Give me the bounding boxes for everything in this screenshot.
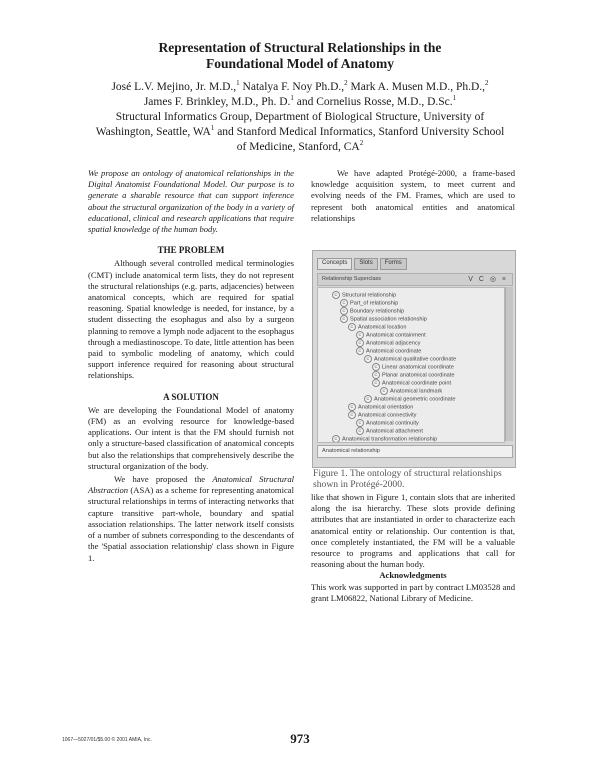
class-icon: C: [348, 323, 356, 331]
class-icon: C: [372, 371, 380, 379]
tree-node[interactable]: C Planar anatomical coordinate: [372, 371, 454, 379]
page-number: 973: [290, 731, 310, 746]
class-icon: C: [356, 427, 364, 435]
right-column-intro: We have adapted Protégé-2000, a frame-based knowledge acquisition system, to meet current and evolving needs of the FM. Frames, which are used to represent both anatomical entities and anatomical relationships: [311, 168, 515, 223]
tab-concepts[interactable]: Concepts: [317, 258, 352, 270]
class-icon: C: [380, 387, 388, 395]
class-icon: C: [356, 331, 364, 339]
class-icon: C: [372, 363, 380, 371]
acknowledgments-heading: Acknowledgments: [379, 570, 447, 581]
acknowledgments-text: This work was supported in part by contract LM03528 and grant LM06822, National Library of Medicine.: [311, 581, 515, 603]
tree-node[interactable]: C Anatomical containment: [356, 331, 426, 339]
tree-node[interactable]: C Anatomical orientation: [348, 403, 413, 411]
tree-node[interactable]: C Anatomical geometric coordinate: [364, 395, 455, 403]
figure-tab-bar: [317, 258, 407, 270]
protege-screenshot-figure: [312, 250, 516, 468]
class-icon: C: [340, 307, 348, 315]
class-icon: C: [356, 419, 364, 427]
solution-paragraph-1: We are developing the Foundational Model of anatomy (FM) as an evolving resource for knowledge-based applications. Our intent is that the FM should furnish not only a structure-based classification of anatomical concepts but also the relationships that comprehensively describe the structural organization of the body.: [88, 404, 294, 471]
tree-node[interactable]: C Part_of relationship: [340, 299, 398, 307]
tree-node[interactable]: C Anatomical qualitative coordinate: [364, 355, 456, 363]
footer-copyright: 1067—5027/01/$5.00 © 2001 AMIA, Inc.: [62, 737, 152, 743]
solution-paragraph-2: We have proposed the Anatomical Structural Abstraction (ASA) as a scheme for representing anatomical structural relationships in terms of interacting networks that capture transitive part-whole, boundary and spatial association relationships. The latter network itself consists of a number of subnets corresponding to the descendants of the 'Spatial association relationship' class shown in Figure 1.: [88, 474, 294, 563]
figure-caption: Figure 1. The ontology of structural relationships shown in Protégé-2000.: [313, 468, 502, 490]
solution-heading: A SOLUTION: [163, 391, 219, 402]
affiliation-line-3: of Medicine, Stanford, $CA^2$: [236, 139, 364, 153]
right-column-body: [311, 492, 515, 604]
problem-heading: THE PROBLEM: [157, 245, 225, 256]
problem-paragraph: Although several controlled medical terminologies (CMT) include anatomical term lists, they do not represent the structural relationships (e.g. parts, adjacencies) between anatomical concepts, which are required for spatial reasoning. Spatial knowledge is needed, for instance, by a student dissecting the esophagus and also by a surgeon planning to remove a lymph node adjacent to the esophagus through a mediastinoscope. To date, little attention has been paid to symbolic modeling of anatomy, which could support inference required for reasoning about structural relationships.: [88, 258, 294, 381]
class-icon: C: [356, 347, 364, 355]
figure-status-field: Anatomical relationship: [317, 445, 513, 458]
tab-forms[interactable]: Forms: [380, 258, 407, 270]
toolbar-label: Relationship Superclass: [322, 276, 382, 282]
authors-line-2: James F. Brinkley, M.D., Ph. D.$^1$ and Cornelius Rosse, M.D., D.Sc.$^1$: [143, 94, 457, 108]
affiliation-line-2: Washington, Seattle, $WA^1$ and Stanford Medical Informatics, Stanford University School: [95, 124, 505, 138]
toolbar-icons[interactable]: V C ◎ ×: [468, 276, 508, 283]
tree-node[interactable]: C Anatomical adjacency: [356, 339, 420, 347]
tree-node[interactable]: C Anatomical transformation relationship: [332, 435, 437, 443]
tree-node[interactable]: C Boundary relationship: [340, 307, 404, 315]
class-icon: C: [364, 355, 372, 363]
tree-node[interactable]: C Anatomical location: [348, 323, 407, 331]
paper-title: [60, 40, 540, 72]
tree-node[interactable]: C Anatomical continuity: [356, 419, 419, 427]
tree-node[interactable]: C Anatomical coordinate: [356, 347, 421, 355]
tree-node[interactable]: C Structural relationship: [332, 291, 396, 299]
class-icon: C: [364, 395, 372, 403]
tab-slots[interactable]: Slots: [354, 258, 377, 270]
tree-node[interactable]: C Linear anatomical coordinate: [372, 363, 454, 371]
authors-line-1: José L.V. Mejino, Jr. M.D.,$^1$ Natalya F. Noy Ph.D.,$^2$ Mark A. Musen M.D., Ph.D.,$^2$: [111, 79, 489, 93]
class-icon: C: [348, 411, 356, 419]
class-icon: C: [332, 291, 340, 299]
figure-toolbar: [317, 273, 513, 286]
affiliation-line-1: Structural Informatics Group, Department of Biological Structure, University of: [115, 111, 485, 123]
abstract: We propose an ontology of anatomical relationships in the Digital Anatomist Foundational Model. Our purpose is to generate a sharable resource that can support inference about the structural organization of the body in a variety of educational, clinical and research applications that require spatial knowledge of the human body.: [88, 168, 294, 235]
title-line-2: Foundational Model of Anatomy: [206, 56, 394, 71]
class-icon: C: [340, 299, 348, 307]
continuation-paragraph: like that shown in Figure 1, contain slots that are inherited along the isa hierarchy. These slots provide defining attributes that are instantiated in order to characterize each anatomical entity or relationship. Our contention is that, once completely instantiated, the FM will be a valuable resource to programs and applications that call for reasoning about the human body.: [311, 492, 515, 570]
class-hierarchy-tree: [317, 287, 505, 443]
class-icon: C: [372, 379, 380, 387]
tree-node[interactable]: C Anatomical connectivity: [348, 411, 416, 419]
class-icon: C: [332, 435, 340, 443]
left-column: [88, 168, 294, 564]
tree-node[interactable]: C Anatomical coordinate point: [372, 379, 451, 387]
tree-scrollbar[interactable]: [505, 287, 513, 441]
tree-node[interactable]: C Anatomical attachment: [356, 427, 423, 435]
class-icon: C: [356, 339, 364, 347]
class-icon: C: [348, 403, 356, 411]
author-block: [40, 80, 560, 155]
class-icon: C: [340, 315, 348, 323]
tree-node[interactable]: C Anatomical landmark: [380, 387, 442, 395]
title-line-1: Representation of Structural Relationships in the: [158, 40, 442, 55]
tree-node[interactable]: C Spatial association relationship: [340, 315, 427, 323]
